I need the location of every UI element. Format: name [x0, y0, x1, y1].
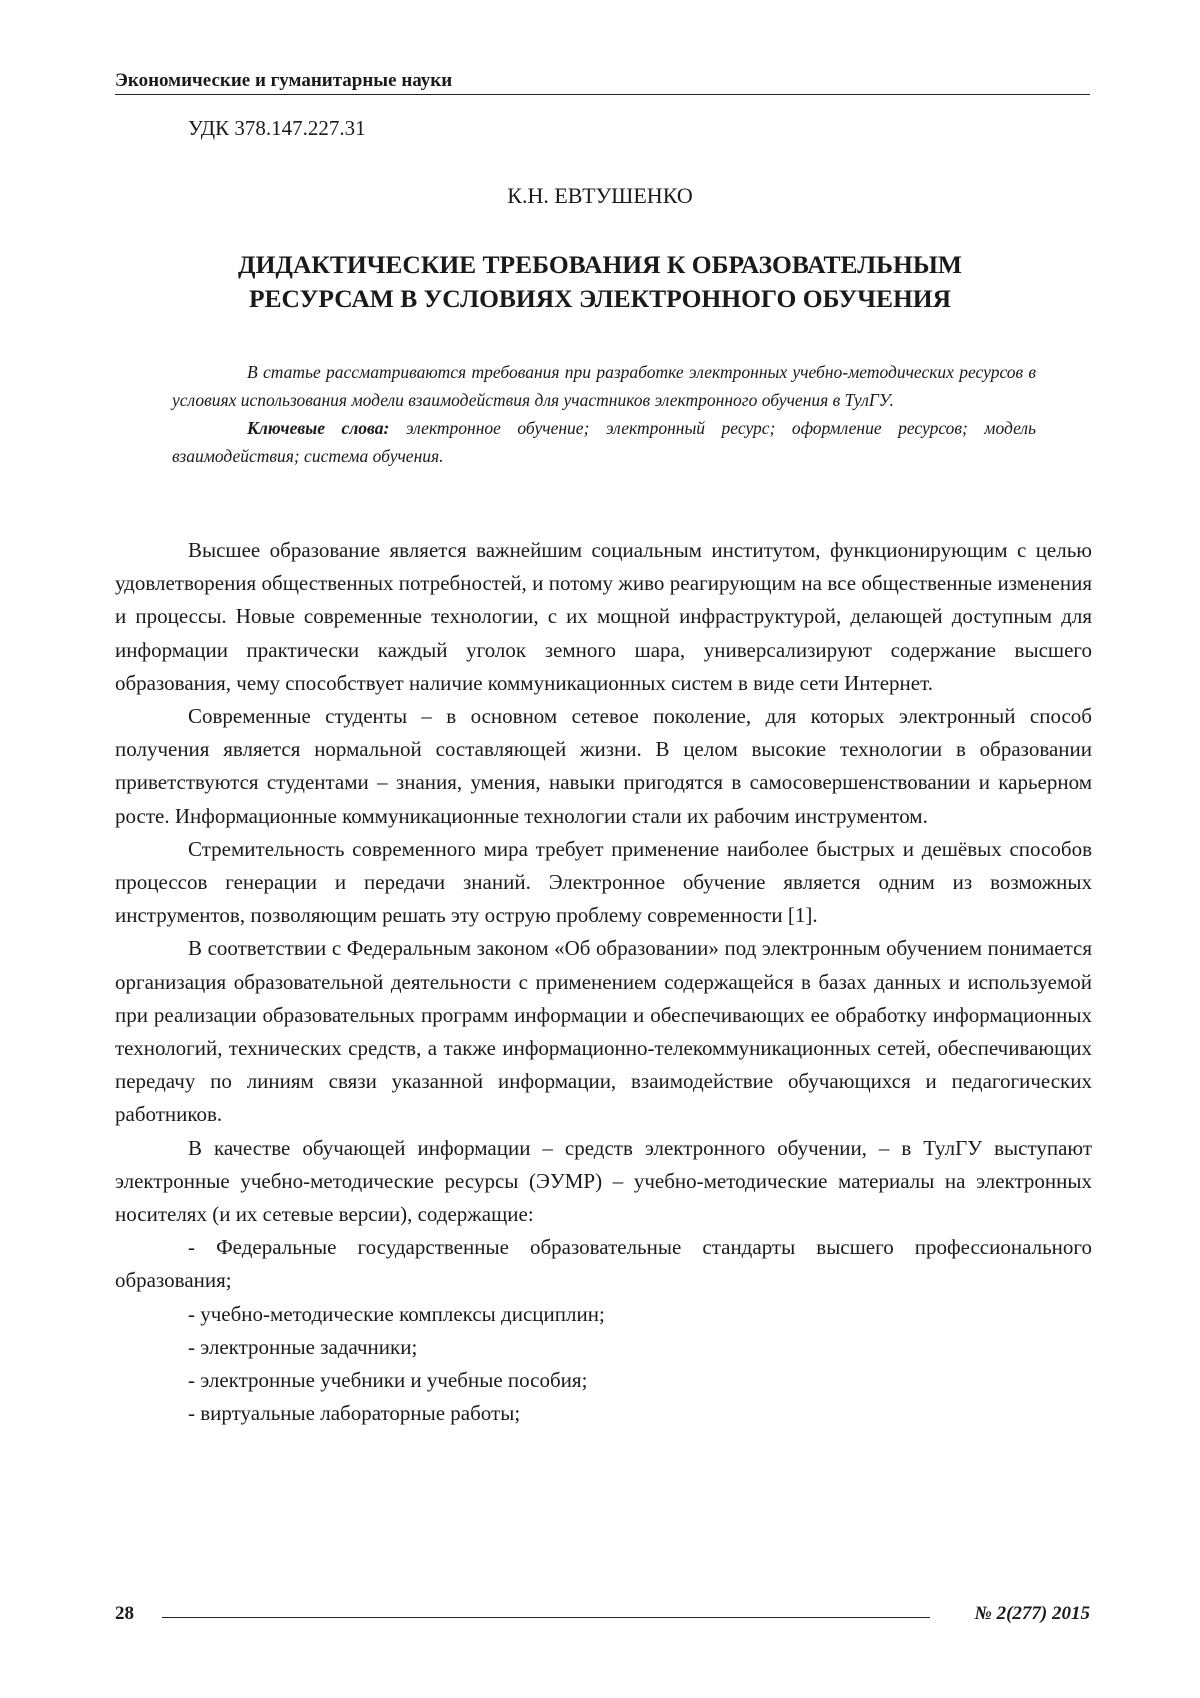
keywords-text: электронное обучение; электронный ресурс; оформление ресурсов; модель взаимодействия; система обучения.	[172, 418, 1036, 466]
list-item: - электронные задачники;	[115, 1331, 1092, 1364]
journal-header	[115, 70, 1090, 95]
page-number: 28	[115, 1603, 134, 1625]
journal-title: Экономические и гуманитарные науки	[115, 70, 452, 91]
issue-number: № 2(277) 2015	[974, 1603, 1090, 1625]
paragraph: В качестве обучающей информации – средств электронного обучении, – в ТулГУ выступают электронные учебно-методические ресурсы (ЭУМР) – учебно-методические материалы на электронных носителях (и их сетевые версии), содержащие:	[115, 1132, 1092, 1232]
list-item: - виртуальные лабораторные работы;	[115, 1397, 1092, 1430]
title-line-1: ДИДАКТИЧЕСКИЕ ТРЕБОВАНИЯ К ОБРАЗОВАТЕЛЬНЫМ	[120, 248, 1080, 282]
list-item: - учебно-методические комплексы дисциплин;	[115, 1298, 1092, 1331]
paragraph: Современные студенты – в основном сетевое поколение, для которых электронный способ получения является нормальной составляющей жизни. В целом высокие технологии в образовании приветствуются студентами – знания, умения, навыки пригодятся в самосовершенствовании и карьерном росте. Информационные коммуникационные технологии стали их рабочим инструментом.	[115, 700, 1092, 833]
list-item: - электронные учебники и учебные пособия;	[115, 1364, 1092, 1397]
keywords	[172, 414, 1036, 470]
article-body	[115, 534, 1092, 1430]
keywords-label: Ключевые слова:	[247, 418, 389, 438]
paragraph: Высшее образование является важнейшим социальным институтом, функционирующим с целью удовлетворения общественных потребностей, и потому живо реагирующим на все общественные изменения и процессы. Новые современные технологии, с их мощной инфраструктурой, делающей доступным для информации практически каждый уголок земного шара, универсализируют содержание высшего образования, чему способствует наличие коммуникационных систем в виде сети Интернет.	[115, 534, 1092, 700]
paragraph: В соответствии с Федеральным законом «Об образовании» под электронным обучением понимается организация образовательной деятельности с применением содержащейся в базах данных и используемой при реализации образовательных программ информации и обеспечивающих ее обработку информационных технологий, технических средств, а также информационно-телекоммуникационных сетей, обеспечивающих передачу по линиям связи указанной информации, взаимодействие обучающихся и педагогических работников.	[115, 932, 1092, 1131]
udk-code: УДК 378.147.227.31	[188, 116, 366, 141]
footer-rule	[162, 1617, 930, 1618]
list-item: - Федеральные государственные образовательные стандарты высшего профессионального образования;	[115, 1231, 1092, 1297]
page-footer	[115, 1603, 1090, 1627]
abstract-text: В статье рассматриваются требования при разработке электронных учебно-методических ресурсов в условиях использования модели взаимодействия для участников электронного обучения в ТулГУ.	[172, 358, 1036, 414]
title-line-2: РЕСУРСАМ В УСЛОВИЯХ ЭЛЕКТРОННОГО ОБУЧЕНИЯ	[120, 282, 1080, 316]
abstract	[172, 358, 1036, 470]
paragraph: Стремительность современного мира требует применение наиболее быстрых и дешёвых способов процессов генерации и передачи знаний. Электронное обучение является одним из возможных инструментов, позволяющим решать эту острую проблему современности [1].	[115, 833, 1092, 933]
article-title	[120, 248, 1080, 316]
author-name: К.Н. ЕВТУШЕНКО	[0, 183, 1200, 209]
